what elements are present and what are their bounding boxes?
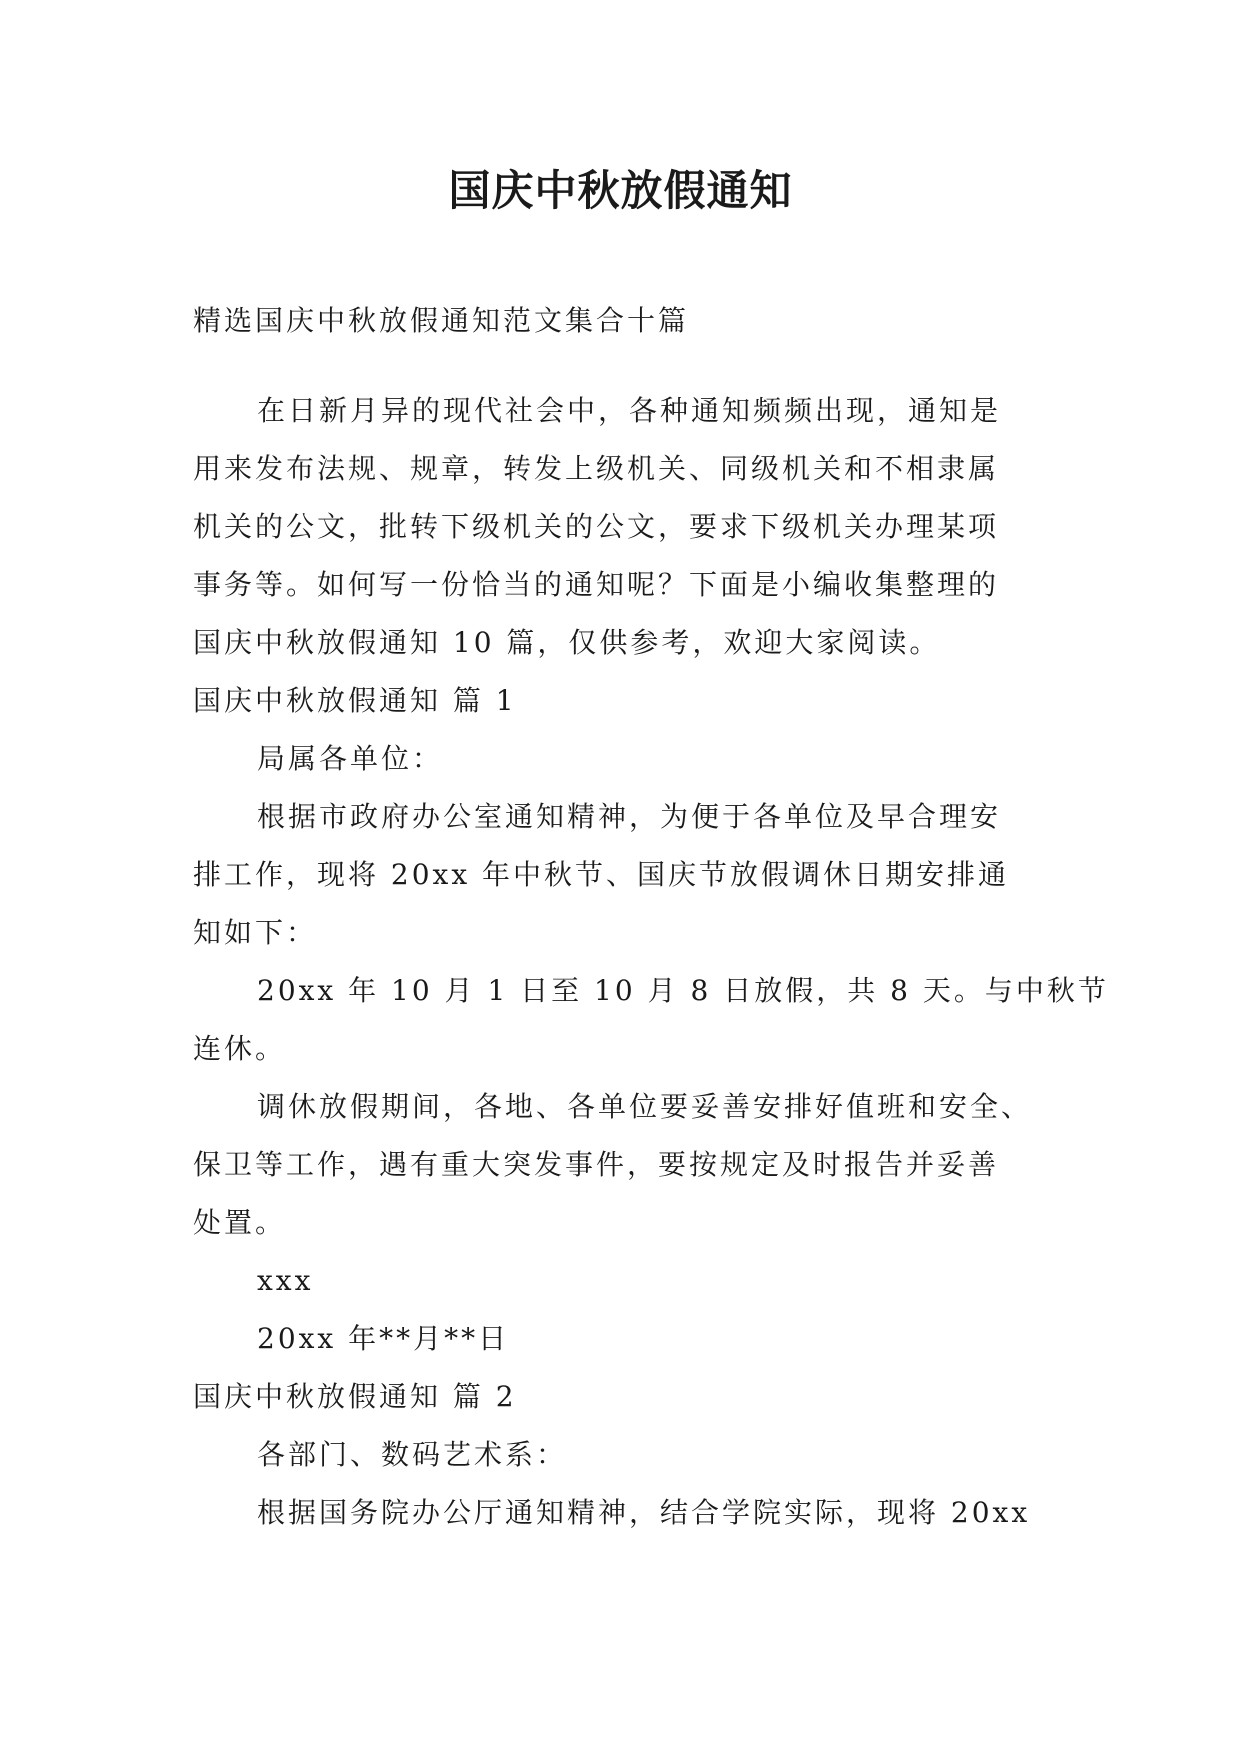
section-heading: 国庆中秋放假通知 篇 1 (193, 684, 517, 717)
intro-line: 国庆中秋放假通知 10 篇，仅供参考，欢迎大家阅读。 (193, 626, 941, 659)
paragraph-line: 排工作，现将 20xx 年中秋节、国庆节放假调休日期安排通 (193, 858, 1010, 891)
intro-line: 事务等。如何写一份恰当的通知呢？下面是小编收集整理的 (193, 568, 1000, 601)
intro-line: 在日新月异的现代社会中，各种通知频频出现，通知是 (257, 394, 1002, 427)
section1-paragraph (193, 1078, 1053, 1252)
intro-line: 机关的公文，批转下级机关的公文，要求下级机关办理某项 (193, 510, 1000, 543)
paragraph-line: 根据市政府办公室通知精神，为便于各单位及早合理安 (257, 800, 1002, 833)
paragraph-line: 知如下： (193, 916, 318, 949)
section1-paragraph (193, 962, 1109, 1078)
section-heading: 国庆中秋放假通知 篇 2 (193, 1380, 517, 1413)
intro-paragraph (193, 382, 1053, 672)
intro-line: 用来发布法规、规章，转发上级机关、同级机关和不相隶属 (193, 452, 1000, 485)
salutation: 各部门、数码艺术系： (257, 1438, 568, 1471)
paragraph-line: 处置。 (193, 1206, 287, 1239)
paragraph-line: 保卫等工作，遇有重大突发事件，要按规定及时报告并妥善 (193, 1148, 1000, 1181)
document-body (193, 292, 1109, 1542)
paragraph-line: 调休放假期间，各地、各单位要妥善安排好值班和安全、 (257, 1090, 1033, 1123)
paragraph-line: 根据国务院办公厅通知精神，结合学院实际，现将 20xx (257, 1496, 1031, 1529)
section1-paragraph (193, 788, 1053, 962)
paragraph-line: 20xx 年 10 月 1 日至 10 月 8 日放假，共 8 天。与中秋节 (257, 974, 1109, 1007)
document-subtitle: 精选国庆中秋放假通知范文集合十篇 (193, 304, 690, 337)
signature-date: 20xx 年**月**日 (257, 1322, 510, 1355)
salutation: 局属各单位： (257, 742, 444, 775)
signature: xxx (257, 1264, 314, 1297)
paragraph-line: 连休。 (193, 1032, 287, 1065)
document-title: 国庆中秋放假通知 (448, 166, 793, 215)
